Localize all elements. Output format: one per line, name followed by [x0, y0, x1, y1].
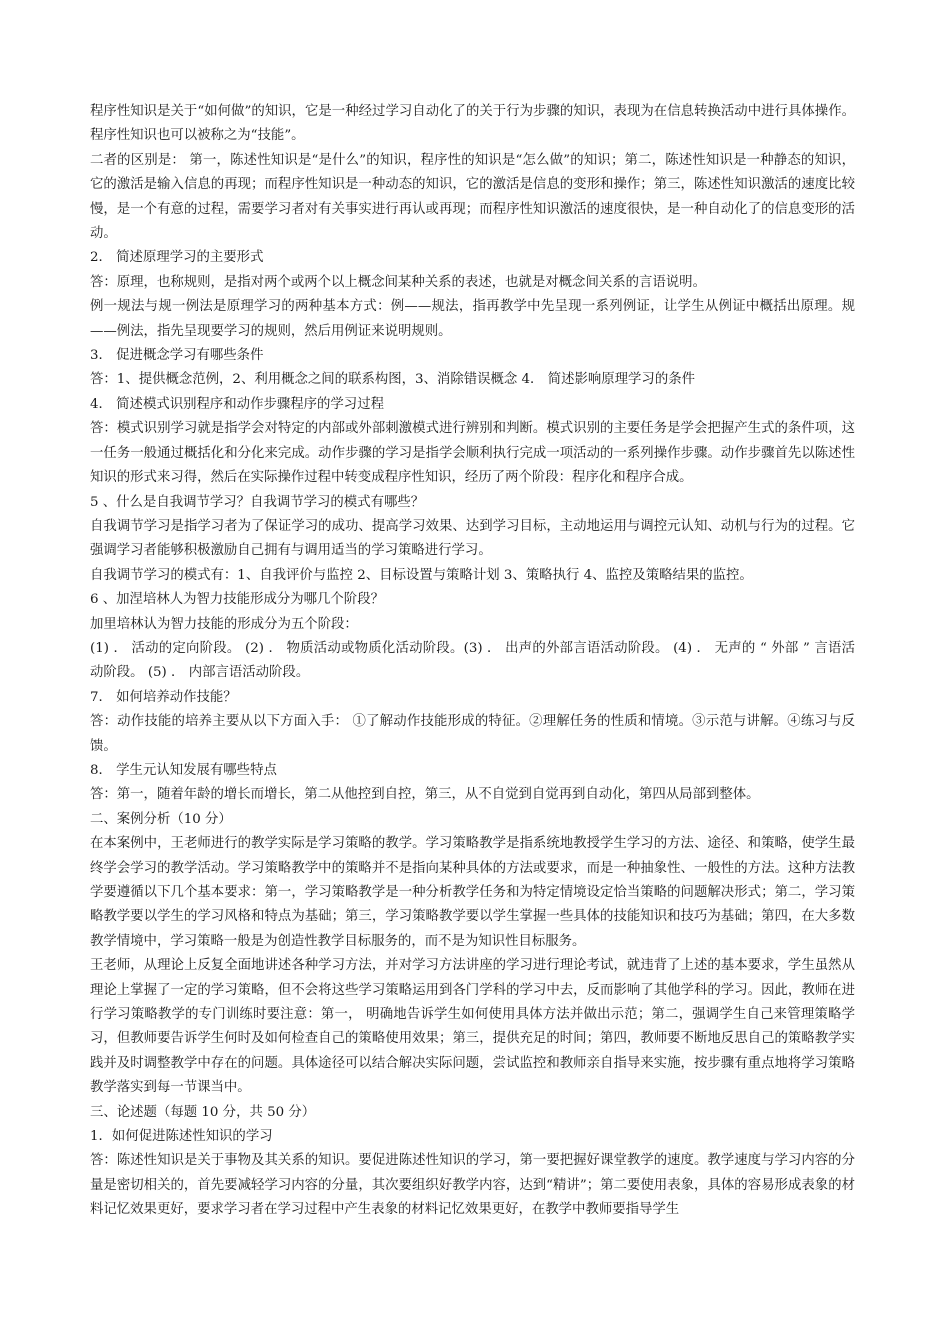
- para-procedural-knowledge: 程序性知识是关于“如何做”的知识，它是一种经过学习自动化了的关于行为步骤的知识，表现为在信息转换活动中进行具体操作。程序性知识也可以被称之为“技能”。: [90, 104, 855, 144]
- answer-2-a: 答：原理，也称规则，是指对两个或两个以上概念间某种关系的表述，也就是对概念间关系的言语说明。: [90, 274, 706, 290]
- section-essay: 三、论述题（每题 10 分，共 50 分）: [90, 1104, 316, 1120]
- answer-2-b: 例一规法与规一例法是原理学习的两种基本方式：例——规法，指再教学中先呈现一系列例证，让学生从例证中概括出原理。规——例法，指先呈现要学习的规则，然后用例证来说明规则。: [90, 299, 855, 339]
- answer-5-b: 自我调节学习的模式有：1、自我评价与监控 2、目标设置与策略计划 3、策略执行 4、监控及策略结果的监控。: [90, 567, 753, 583]
- para-differences: 二者的区别是： 第一，陈述性知识是“是什么”的知识，程序性的知识是“怎么做”的知识；第二，陈述性知识是一种静态的知识，它的激活是输入信息的再现；而程序性知识是一种动态的知识，它的激活是信息的变形和操作；第三，陈述性知识激活的速度比较慢，是一个有意的过程，需要学习者对有关事实进行再认或再现；而程序性知识激活的速度很快，是一种自动化了的信息变形的活动。: [90, 152, 855, 242]
- question-5: 5 、什么是自我调节学习？自我调节学习的模式有哪些？: [90, 494, 425, 510]
- answer-3: 答：1、提供概念范例，2、利用概念之间的联系构图，3、消除错误概念 4． 简述影响原理学习的条件: [90, 372, 695, 388]
- question-7: 7． 如何培养动作技能？: [90, 689, 237, 705]
- answer-6-a: 加里培林认为智力技能的形成分为五个阶段：: [90, 616, 358, 632]
- essay-answer-1: 答：陈述性知识是关于事物及其关系的知识。要促进陈述性知识的学习，第一要把握好课堂教学的速度。教学速度与学习内容的分量是密切相关的，首先要减轻学习内容的分量，其次要组织好教学内容，达到“精讲”；第二要使用表象，具体的容易形成表象的材料记忆效果更好，要求学习者在学习过程中产生表象的材料记忆效果更好，在教学中教师要指导学生: [90, 1153, 855, 1218]
- answer-6-b: (1) ． 活动的定向阶段。 (2) ． 物质活动或物质化活动阶段。(3) ． 出声的外部言语活动阶段。 (4) ． 无声的 “ 外部 ” 言语活动阶段。 (5) ． 内部言语活动阶段。: [90, 640, 855, 681]
- answer-8: 答：第一，随着年龄的增长而增长，第二从他控到自控，第三，从不自觉到自觉再到自动化，第四从局部到整体。: [90, 787, 760, 803]
- case-analysis-para-2: 王老师，从理论上反复全面地讲述各种学习方法，并对学习方法讲座的学习进行理论考试，就违背了上述的基本要求，学生虽然从理论上掌握了一定的学习策略，但不会将这些学习策略运用到各门学科的学习中去，反而影响了其他学科的学习。因此，教师在进行学习策略教学的专门训练时要注意：第一， 明确地告诉学生如何使用具体方法并做出示范；第二，强调学生自己来管理策略学习，但教师要告诉学生何时及如何检查自己的策略使用效果；第三，提供充足的时间；第四，教师要不断地反思自己的策略教学实践并及时调整教学中存在的问题。具体途径可以结合解决实际问题，尝试监控和教师亲自指导来实施，按步骤有重点地将学习策略教学落实到每一节课当中。: [90, 958, 855, 1096]
- essay-question-1: 1．如何促进陈述性知识的学习: [90, 1129, 273, 1145]
- question-2: 2． 简述原理学习的主要形式: [90, 250, 264, 266]
- question-6: 6 、加涅培林人为智力技能形成分为哪几个阶段？: [90, 592, 384, 608]
- case-analysis-para-1: 在本案例中，王老师进行的教学实际是学习策略的教学。学习策略教学是指系统地教授学生学习的方法、途径、和策略，使学生最终学会学习的教学活动。学习策略教学中的策略并不是指向某种具体的方法或要求，而是一种抽象性、一般性的方法。这种方法教学要遵循以下几个基本要求：第一，学习策略教学是一种分析教学任务和为特定情境设定恰当策略的问题解决形式；第二，学习策略教学要以学生的学习风格和特点为基础；第三，学习策略教学要以学生掌握一些具体的技能知识和技巧为基础；第四，在大多数教学情境中，学习策略一般是为创造性教学目标服务的，而不是为知识性目标服务。: [90, 836, 855, 949]
- question-8: 8． 学生元认知发展有哪些特点: [90, 762, 277, 778]
- section-case-analysis: 二、案例分析（10 分）: [90, 811, 232, 827]
- document-page: [90, 100, 855, 1223]
- answer-4: 答：模式识别学习就是指学会对特定的内部或外部刺激模式进行辨别和判断。模式识别的主要任务是学会把握产生式的条件项，这一任务一般通过概括化和分化来完成。动作步骤的学习是指学会顺利执行完成一项活动的一系列操作步骤。动作步骤首先以陈述性知识的形式来习得，然后在实际操作过程中转变成程序性知识，经历了两个阶段：程序化和程序合成。: [90, 421, 855, 486]
- answer-7: 答：动作技能的培养主要从以下方面入手： ①了解动作技能形成的特征。②理解任务的性质和情境。③示范与讲解。④练习与反馈。: [90, 714, 855, 754]
- question-3: 3． 促进概念学习有哪些条件: [90, 348, 264, 364]
- answer-5-a: 自我调节学习是指学习者为了保证学习的成功、提高学习效果、达到学习目标，主动地运用与调控元认知、动机与行为的过程。它强调学习者能够积极激励自己拥有与调用适当的学习策略进行学习。: [90, 518, 855, 559]
- question-4: 4． 简述模式识别程序和动作步骤程序的学习过程: [90, 396, 384, 412]
